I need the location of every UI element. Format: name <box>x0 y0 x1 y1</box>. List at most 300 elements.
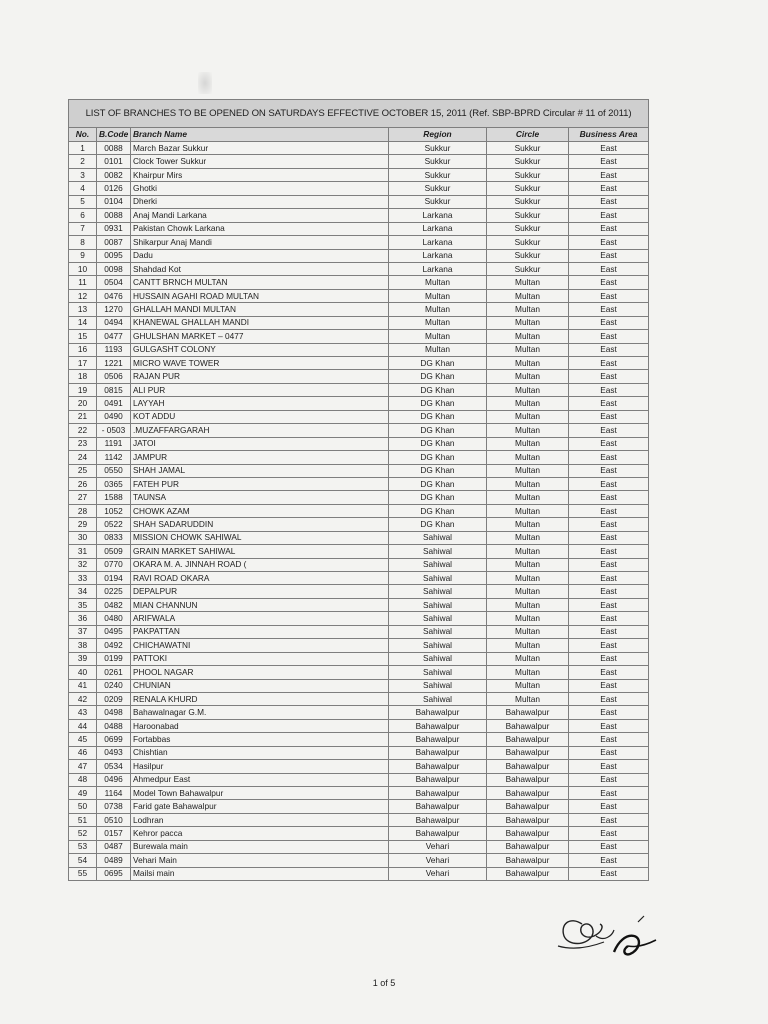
cell-business-area: East <box>569 867 649 880</box>
table-row <box>69 383 649 396</box>
cell-branch-name: Clock Tower Sukkur <box>131 155 389 168</box>
column-header-region: Region <box>389 128 487 142</box>
table-row <box>69 625 649 638</box>
cell-no: 16 <box>69 343 97 356</box>
cell-bcode: 0504 <box>97 276 131 289</box>
cell-circle: Multan <box>487 303 569 316</box>
table-row <box>69 639 649 652</box>
cell-region: Sahiwal <box>389 572 487 585</box>
cell-region: Sahiwal <box>389 679 487 692</box>
cell-branch-name: OKARA M. A. JINNAH ROAD ( <box>131 558 389 571</box>
cell-region: Larkana <box>389 262 487 275</box>
cell-business-area: East <box>569 545 649 558</box>
cell-region: Multan <box>389 289 487 302</box>
cell-business-area: East <box>569 800 649 813</box>
table-row <box>69 813 649 826</box>
cell-branch-name: MIAN CHANNUN <box>131 598 389 611</box>
cell-branch-name: Farid gate Bahawalpur <box>131 800 389 813</box>
table-row <box>69 249 649 262</box>
cell-branch-name: GHULSHAN MARKET – 0477 <box>131 330 389 343</box>
table-row <box>69 195 649 208</box>
column-header-circle: Circle <box>487 128 569 142</box>
cell-no: 25 <box>69 464 97 477</box>
cell-bcode: 0770 <box>97 558 131 571</box>
cell-branch-name: RAVI ROAD OKARA <box>131 572 389 585</box>
cell-region: Bahawalpur <box>389 733 487 746</box>
table-row <box>69 840 649 853</box>
cell-circle: Multan <box>487 316 569 329</box>
cell-no: 44 <box>69 719 97 732</box>
table-row <box>69 746 649 759</box>
cell-circle: Multan <box>487 464 569 477</box>
column-header-business-area: Business Area <box>569 128 649 142</box>
cell-bcode: 0082 <box>97 168 131 181</box>
cell-business-area: East <box>569 276 649 289</box>
cell-region: Bahawalpur <box>389 719 487 732</box>
table-row <box>69 276 649 289</box>
cell-branch-name: SHAH JAMAL <box>131 464 389 477</box>
cell-region: Sukkur <box>389 155 487 168</box>
cell-region: Sahiwal <box>389 558 487 571</box>
cell-circle: Sukkur <box>487 249 569 262</box>
cell-region: Sukkur <box>389 168 487 181</box>
cell-circle: Multan <box>487 572 569 585</box>
cell-business-area: East <box>569 289 649 302</box>
branch-table <box>68 99 649 881</box>
table-row <box>69 330 649 343</box>
cell-no: 31 <box>69 545 97 558</box>
cell-branch-name: HUSSAIN AGAHI ROAD MULTAN <box>131 289 389 302</box>
cell-region: Multan <box>389 303 487 316</box>
cell-branch-name: PAKPATTAN <box>131 625 389 638</box>
cell-circle: Multan <box>487 531 569 544</box>
cell-circle: Multan <box>487 504 569 517</box>
table-row <box>69 692 649 705</box>
cell-circle: Multan <box>487 598 569 611</box>
cell-circle: Multan <box>487 437 569 450</box>
cell-business-area: East <box>569 410 649 423</box>
cell-circle: Multan <box>487 370 569 383</box>
cell-region: Sahiwal <box>389 666 487 679</box>
cell-bcode: 0491 <box>97 397 131 410</box>
cell-region: DG Khan <box>389 370 487 383</box>
cell-no: 30 <box>69 531 97 544</box>
table-row <box>69 760 649 773</box>
cell-bcode: 1193 <box>97 343 131 356</box>
cell-bcode: 0261 <box>97 666 131 679</box>
cell-branch-name: LAYYAH <box>131 397 389 410</box>
cell-branch-name: Khairpur Mirs <box>131 168 389 181</box>
cell-circle: Multan <box>487 343 569 356</box>
cell-circle: Sukkur <box>487 195 569 208</box>
cell-region: Bahawalpur <box>389 760 487 773</box>
table-row <box>69 410 649 423</box>
cell-bcode: 0492 <box>97 639 131 652</box>
cell-circle: Bahawalpur <box>487 746 569 759</box>
cell-circle: Multan <box>487 518 569 531</box>
table-row <box>69 491 649 504</box>
cell-circle: Multan <box>487 612 569 625</box>
cell-no: 34 <box>69 585 97 598</box>
cell-circle: Bahawalpur <box>487 827 569 840</box>
cell-branch-name: Mailsi main <box>131 867 389 880</box>
cell-bcode: 1270 <box>97 303 131 316</box>
table-row <box>69 598 649 611</box>
cell-region: Larkana <box>389 236 487 249</box>
cell-circle: Bahawalpur <box>487 840 569 853</box>
cell-business-area: East <box>569 477 649 490</box>
cell-business-area: East <box>569 383 649 396</box>
cell-region: DG Khan <box>389 491 487 504</box>
cell-branch-name: MICRO WAVE TOWER <box>131 357 389 370</box>
cell-business-area: East <box>569 813 649 826</box>
cell-no: 55 <box>69 867 97 880</box>
table-row <box>69 773 649 786</box>
cell-business-area: East <box>569 249 649 262</box>
cell-business-area: East <box>569 222 649 235</box>
table-row <box>69 531 649 544</box>
table-row <box>69 800 649 813</box>
cell-region: Multan <box>389 330 487 343</box>
cell-bcode: 0695 <box>97 867 131 880</box>
cell-bcode: 0494 <box>97 316 131 329</box>
cell-branch-name: KHANEWAL GHALLAH MANDI <box>131 316 389 329</box>
cell-bcode: 0087 <box>97 236 131 249</box>
cell-no: 20 <box>69 397 97 410</box>
cell-business-area: East <box>569 343 649 356</box>
column-header-no: No. <box>69 128 97 142</box>
column-header-bcode: B.Code <box>97 128 131 142</box>
cell-branch-name: ARIFWALA <box>131 612 389 625</box>
table-row <box>69 437 649 450</box>
cell-business-area: East <box>569 209 649 222</box>
cell-circle: Multan <box>487 451 569 464</box>
cell-circle: Bahawalpur <box>487 867 569 880</box>
cell-bcode: 0480 <box>97 612 131 625</box>
cell-no: 35 <box>69 598 97 611</box>
cell-business-area: East <box>569 840 649 853</box>
cell-business-area: East <box>569 558 649 571</box>
cell-business-area: East <box>569 195 649 208</box>
cell-region: DG Khan <box>389 464 487 477</box>
cell-bcode: 0194 <box>97 572 131 585</box>
cell-branch-name: Dadu <box>131 249 389 262</box>
cell-no: 38 <box>69 639 97 652</box>
table-body <box>69 142 649 881</box>
cell-branch-name: March Bazar Sukkur <box>131 142 389 155</box>
table-row <box>69 357 649 370</box>
cell-business-area: East <box>569 357 649 370</box>
cell-circle: Multan <box>487 330 569 343</box>
cell-region: Sukkur <box>389 142 487 155</box>
cell-bcode: 0738 <box>97 800 131 813</box>
cell-business-area: East <box>569 451 649 464</box>
column-header-row <box>69 128 649 142</box>
cell-branch-name: MISSION CHOWK SAHIWAL <box>131 531 389 544</box>
cell-region: Larkana <box>389 249 487 262</box>
cell-no: 28 <box>69 504 97 517</box>
table-row <box>69 545 649 558</box>
cell-circle: Multan <box>487 692 569 705</box>
cell-region: Sukkur <box>389 182 487 195</box>
cell-circle: Multan <box>487 276 569 289</box>
cell-region: Sahiwal <box>389 531 487 544</box>
cell-circle: Multan <box>487 424 569 437</box>
cell-business-area: East <box>569 692 649 705</box>
table-row <box>69 236 649 249</box>
cell-no: 37 <box>69 625 97 638</box>
cell-circle: Bahawalpur <box>487 733 569 746</box>
cell-no: 19 <box>69 383 97 396</box>
scan-smudge <box>198 72 212 94</box>
cell-no: 52 <box>69 827 97 840</box>
cell-bcode: 1191 <box>97 437 131 450</box>
cell-no: 48 <box>69 773 97 786</box>
cell-branch-name: TAUNSA <box>131 491 389 504</box>
cell-region: DG Khan <box>389 437 487 450</box>
table-row <box>69 424 649 437</box>
cell-circle: Multan <box>487 289 569 302</box>
cell-no: 51 <box>69 813 97 826</box>
cell-circle: Sukkur <box>487 155 569 168</box>
cell-business-area: East <box>569 370 649 383</box>
cell-no: 17 <box>69 357 97 370</box>
document-title: LIST OF BRANCHES TO BE OPENED ON SATURDAYS EFFECTIVE OCTOBER 15, 2011 (Ref. SBP-BPRD Circular # 11 of 2011) <box>69 100 649 128</box>
cell-branch-name: ALI PUR <box>131 383 389 396</box>
cell-branch-name: Fortabbas <box>131 733 389 746</box>
cell-branch-name: CHOWK AZAM <box>131 504 389 517</box>
cell-no: 54 <box>69 854 97 867</box>
cell-no: 12 <box>69 289 97 302</box>
cell-bcode: 0495 <box>97 625 131 638</box>
cell-no: 22 <box>69 424 97 437</box>
table-row <box>69 679 649 692</box>
cell-bcode: - 0503 <box>97 424 131 437</box>
cell-circle: Multan <box>487 397 569 410</box>
cell-region: DG Khan <box>389 504 487 517</box>
cell-bcode: 1142 <box>97 451 131 464</box>
table-row <box>69 572 649 585</box>
cell-bcode: 0490 <box>97 410 131 423</box>
cell-circle: Multan <box>487 679 569 692</box>
cell-circle: Bahawalpur <box>487 800 569 813</box>
cell-region: Bahawalpur <box>389 773 487 786</box>
table-row <box>69 289 649 302</box>
cell-bcode: 1052 <box>97 504 131 517</box>
handwritten-signature <box>552 906 672 964</box>
cell-no: 14 <box>69 316 97 329</box>
cell-branch-name: Model Town Bahawalpur <box>131 787 389 800</box>
cell-region: Bahawalpur <box>389 800 487 813</box>
cell-business-area: East <box>569 827 649 840</box>
table-row <box>69 666 649 679</box>
cell-no: 45 <box>69 733 97 746</box>
cell-circle: Bahawalpur <box>487 719 569 732</box>
cell-bcode: 0482 <box>97 598 131 611</box>
cell-branch-name: CHICHAWATNI <box>131 639 389 652</box>
table-row <box>69 733 649 746</box>
cell-bcode: 0931 <box>97 222 131 235</box>
cell-region: DG Khan <box>389 383 487 396</box>
cell-no: 32 <box>69 558 97 571</box>
cell-bcode: 0365 <box>97 477 131 490</box>
cell-business-area: East <box>569 168 649 181</box>
cell-region: Larkana <box>389 222 487 235</box>
table-row <box>69 182 649 195</box>
cell-no: 2 <box>69 155 97 168</box>
cell-business-area: East <box>569 236 649 249</box>
cell-bcode: 0493 <box>97 746 131 759</box>
cell-bcode: 0833 <box>97 531 131 544</box>
cell-business-area: East <box>569 531 649 544</box>
cell-bcode: 1588 <box>97 491 131 504</box>
table-row <box>69 142 649 155</box>
table-row <box>69 262 649 275</box>
cell-business-area: East <box>569 652 649 665</box>
cell-no: 3 <box>69 168 97 181</box>
table-row <box>69 370 649 383</box>
cell-business-area: East <box>569 182 649 195</box>
cell-branch-name: DEPALPUR <box>131 585 389 598</box>
cell-region: DG Khan <box>389 397 487 410</box>
cell-business-area: East <box>569 625 649 638</box>
cell-circle: Sukkur <box>487 142 569 155</box>
cell-branch-name: CHUNIAN <box>131 679 389 692</box>
cell-circle: Multan <box>487 639 569 652</box>
cell-circle: Multan <box>487 666 569 679</box>
cell-region: Multan <box>389 316 487 329</box>
cell-bcode: 0476 <box>97 289 131 302</box>
cell-circle: Bahawalpur <box>487 706 569 719</box>
cell-no: 27 <box>69 491 97 504</box>
cell-branch-name: Pakistan Chowk Larkana <box>131 222 389 235</box>
cell-branch-name: Hasilpur <box>131 760 389 773</box>
cell-circle: Multan <box>487 558 569 571</box>
cell-no: 24 <box>69 451 97 464</box>
cell-bcode: 0815 <box>97 383 131 396</box>
cell-bcode: 0104 <box>97 195 131 208</box>
cell-branch-name: Shahdad Kot <box>131 262 389 275</box>
cell-bcode: 0506 <box>97 370 131 383</box>
cell-region: Vehari <box>389 867 487 880</box>
cell-bcode: 0088 <box>97 209 131 222</box>
cell-region: DG Khan <box>389 477 487 490</box>
cell-no: 4 <box>69 182 97 195</box>
cell-business-area: East <box>569 773 649 786</box>
cell-no: 50 <box>69 800 97 813</box>
table-row <box>69 827 649 840</box>
cell-region: DG Khan <box>389 357 487 370</box>
cell-branch-name: SHAH SADARUDDIN <box>131 518 389 531</box>
table-row <box>69 787 649 800</box>
cell-no: 41 <box>69 679 97 692</box>
cell-circle: Multan <box>487 545 569 558</box>
cell-business-area: East <box>569 572 649 585</box>
cell-branch-name: PHOOL NAGAR <box>131 666 389 679</box>
cell-business-area: East <box>569 464 649 477</box>
cell-circle: Sukkur <box>487 222 569 235</box>
cell-business-area: East <box>569 612 649 625</box>
cell-business-area: East <box>569 760 649 773</box>
cell-branch-name: FATEH PUR <box>131 477 389 490</box>
cell-bcode: 0496 <box>97 773 131 786</box>
cell-branch-name: Burewala main <box>131 840 389 853</box>
cell-business-area: East <box>569 706 649 719</box>
cell-bcode: 0088 <box>97 142 131 155</box>
cell-region: Sukkur <box>389 195 487 208</box>
cell-bcode: 0240 <box>97 679 131 692</box>
cell-bcode: 0487 <box>97 840 131 853</box>
cell-branch-name: Dherki <box>131 195 389 208</box>
cell-no: 23 <box>69 437 97 450</box>
cell-business-area: East <box>569 733 649 746</box>
cell-no: 39 <box>69 652 97 665</box>
cell-region: Sahiwal <box>389 625 487 638</box>
cell-circle: Multan <box>487 357 569 370</box>
cell-circle: Bahawalpur <box>487 773 569 786</box>
cell-bcode: 0550 <box>97 464 131 477</box>
cell-no: 11 <box>69 276 97 289</box>
cell-branch-name: Haroonabad <box>131 719 389 732</box>
cell-business-area: East <box>569 854 649 867</box>
cell-no: 26 <box>69 477 97 490</box>
cell-bcode: 0488 <box>97 719 131 732</box>
cell-no: 53 <box>69 840 97 853</box>
cell-bcode: 0489 <box>97 854 131 867</box>
table-row <box>69 719 649 732</box>
table-row <box>69 222 649 235</box>
cell-circle: Sukkur <box>487 262 569 275</box>
cell-bcode: 0522 <box>97 518 131 531</box>
cell-business-area: East <box>569 585 649 598</box>
cell-branch-name: CANTT BRNCH MULTAN <box>131 276 389 289</box>
cell-bcode: 0699 <box>97 733 131 746</box>
cell-branch-name: Lodhran <box>131 813 389 826</box>
table-row <box>69 652 649 665</box>
cell-region: Sahiwal <box>389 585 487 598</box>
cell-branch-name: GHALLAH MANDI MULTAN <box>131 303 389 316</box>
cell-branch-name: Vehari Main <box>131 854 389 867</box>
cell-region: DG Khan <box>389 518 487 531</box>
cell-no: 43 <box>69 706 97 719</box>
cell-region: Sahiwal <box>389 652 487 665</box>
cell-no: 10 <box>69 262 97 275</box>
table-row <box>69 518 649 531</box>
cell-no: 6 <box>69 209 97 222</box>
cell-business-area: East <box>569 679 649 692</box>
cell-branch-name: Chishtian <box>131 746 389 759</box>
cell-business-area: East <box>569 719 649 732</box>
table-row <box>69 612 649 625</box>
cell-bcode: 0095 <box>97 249 131 262</box>
cell-region: DG Khan <box>389 410 487 423</box>
cell-branch-name: RENALA KHURD <box>131 692 389 705</box>
cell-no: 9 <box>69 249 97 262</box>
cell-region: DG Khan <box>389 451 487 464</box>
cell-business-area: East <box>569 397 649 410</box>
cell-circle: Bahawalpur <box>487 787 569 800</box>
cell-business-area: East <box>569 518 649 531</box>
table-row <box>69 558 649 571</box>
cell-circle: Sukkur <box>487 168 569 181</box>
cell-bcode: 1221 <box>97 357 131 370</box>
cell-business-area: East <box>569 666 649 679</box>
cell-branch-name: Bahawalnagar G.M. <box>131 706 389 719</box>
cell-branch-name: Ghotki <box>131 182 389 195</box>
cell-circle: Multan <box>487 383 569 396</box>
cell-bcode: 0498 <box>97 706 131 719</box>
table-row <box>69 397 649 410</box>
